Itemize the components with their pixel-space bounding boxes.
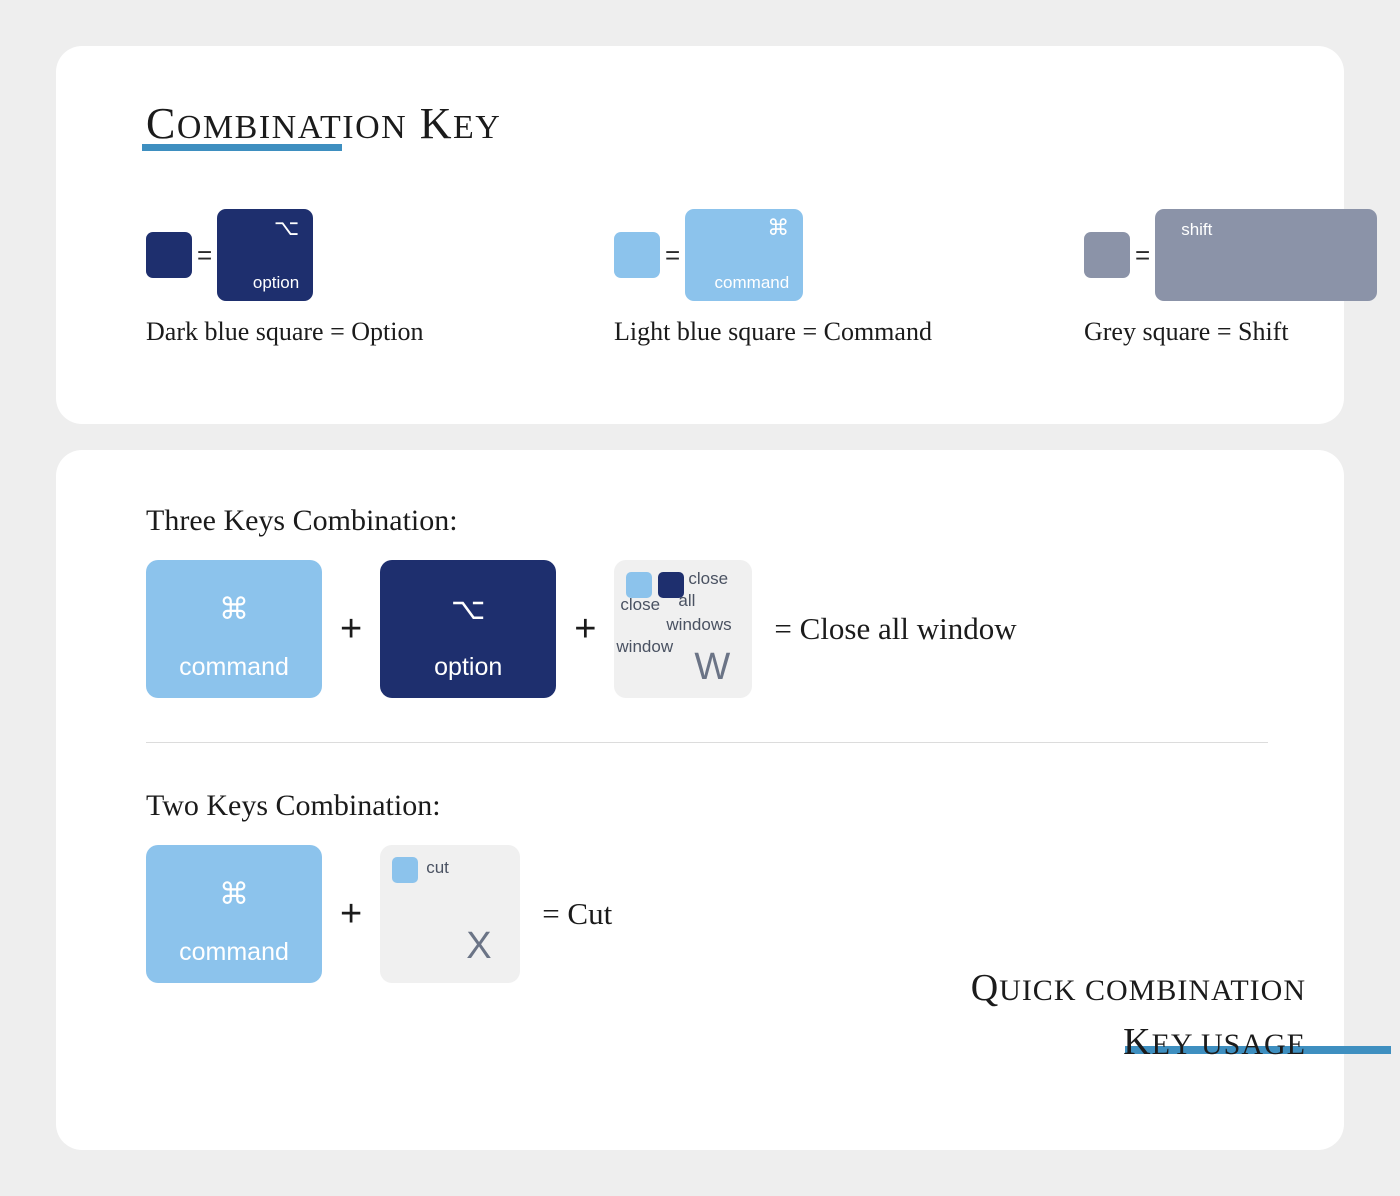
dark-blue-square-swatch	[146, 232, 192, 278]
legend-caption-shift: Grey square = Shift	[1084, 317, 1289, 346]
label-all: all	[678, 591, 696, 610]
legend-row	[94, 207, 1306, 377]
command-symbol-icon: ⌘	[219, 878, 249, 911]
keycap-shift-small	[1155, 209, 1377, 301]
label-windows: windows	[666, 615, 732, 634]
label-cut: cut	[426, 858, 449, 877]
keycap-option-label: option	[252, 273, 300, 292]
command-symbol-icon: ⌘	[767, 215, 790, 240]
keycap-option-large	[380, 560, 556, 698]
keycap-command-label: command	[179, 938, 289, 966]
legend-keys-command	[614, 207, 932, 303]
section-divider	[146, 742, 1268, 743]
keycap-command-label: command	[714, 273, 790, 292]
page-title	[146, 98, 501, 149]
legend-caption-command: Light blue square = Command	[614, 317, 932, 346]
keycap-command-large	[146, 845, 322, 983]
legend-keys-option	[146, 207, 423, 303]
quick-callout-line-1: QUICK COMBINATION	[970, 967, 1306, 1009]
legend-keys-shift	[1084, 207, 1377, 303]
key-letter-x: X	[466, 925, 492, 967]
label-close-secondary: close	[620, 595, 661, 614]
equals-sign: =	[665, 239, 681, 270]
command-symbol-icon: ⌘	[219, 593, 249, 626]
legend-item-command	[614, 207, 932, 347]
two-keys-heading: Two Keys Combination:	[146, 789, 441, 822]
three-keys-result-text: = Close all window	[774, 611, 1017, 646]
light-blue-square-swatch	[614, 232, 660, 278]
two-keys-row	[146, 845, 1306, 983]
keycap-option-small	[217, 209, 313, 301]
keycap-cut	[380, 845, 520, 983]
page-title-text: COMBINATION KEY	[146, 99, 502, 148]
grey-square-swatch	[1084, 232, 1130, 278]
option-symbol-icon: ⌥	[450, 593, 486, 626]
plus-sign: +	[574, 608, 597, 650]
legend-item-option	[146, 207, 423, 347]
keycap-close-all-windows	[614, 560, 752, 698]
quick-callout-line-2-wrap	[1123, 1020, 1306, 1064]
combinations-card	[56, 450, 1344, 1150]
legend-caption-option: Dark blue square = Option	[146, 317, 424, 346]
quick-callout-line-2: KEY USAGE	[1123, 1021, 1306, 1063]
label-window-secondary: window	[616, 637, 674, 656]
equals-sign: =	[197, 239, 213, 270]
key-letter-w: W	[694, 646, 731, 688]
light-blue-square-swatch	[392, 857, 418, 883]
option-symbol-icon: ⌥	[273, 215, 300, 240]
combination-key-card	[56, 46, 1344, 424]
three-keys-row	[146, 560, 1306, 698]
two-keys-result-text: = Cut	[542, 896, 613, 931]
quick-combination-callout	[686, 966, 1306, 1064]
keycap-option-label: option	[434, 653, 503, 681]
keycap-shift-label: shift	[1181, 220, 1213, 239]
equals-sign: =	[1135, 239, 1151, 270]
plus-sign: +	[340, 608, 363, 650]
legend-item-shift	[1084, 207, 1377, 347]
label-close: close	[688, 569, 729, 588]
three-keys-heading: Three Keys Combination:	[146, 504, 458, 537]
keycap-command-small	[685, 209, 803, 301]
keycap-command-large	[146, 560, 322, 698]
keycap-command-label: command	[179, 653, 289, 681]
plus-sign: +	[340, 893, 363, 935]
